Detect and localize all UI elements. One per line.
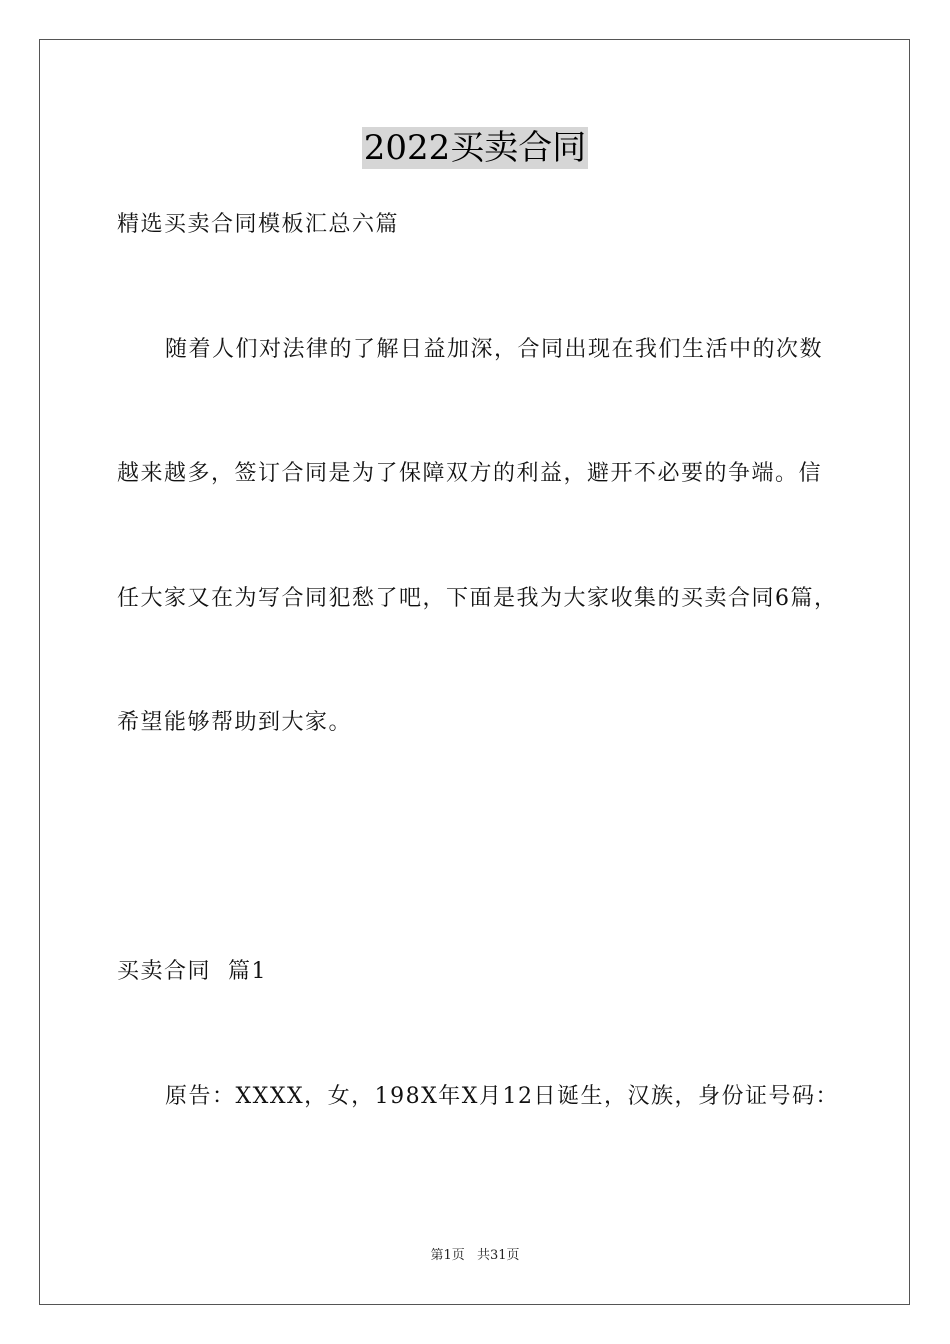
intro-line-2[interactable]: 越来越多，签订合同是为了保障双方的利益，避开不必要的争端。信 — [117, 461, 823, 486]
page-footer — [0, 1247, 950, 1265]
intro-line-3[interactable]: 任大家又在为写合同犯愁了吧，下面是我为大家收集的买卖合同6篇， — [117, 586, 838, 611]
document-subtitle[interactable]: 精选买卖合同模板汇总六篇 — [117, 212, 400, 237]
page-total: 共31页 — [476, 1248, 520, 1263]
section-first-line[interactable]: 原告：XXXX，女，198X年X月12日诞生，汉族，身份证号码： — [165, 1084, 839, 1109]
document-title[interactable]: 2022买卖合同 — [363, 128, 587, 168]
page-number: 第1页 — [430, 1248, 465, 1263]
intro-line-1[interactable]: 随着人们对法律的了解日益加深，合同出现在我们生活中的次数 — [165, 337, 824, 362]
title-container — [0, 127, 950, 169]
section-heading[interactable]: 买卖合同 篇1 — [117, 959, 267, 984]
intro-line-4[interactable]: 希望能够帮助到大家。 — [117, 710, 353, 735]
